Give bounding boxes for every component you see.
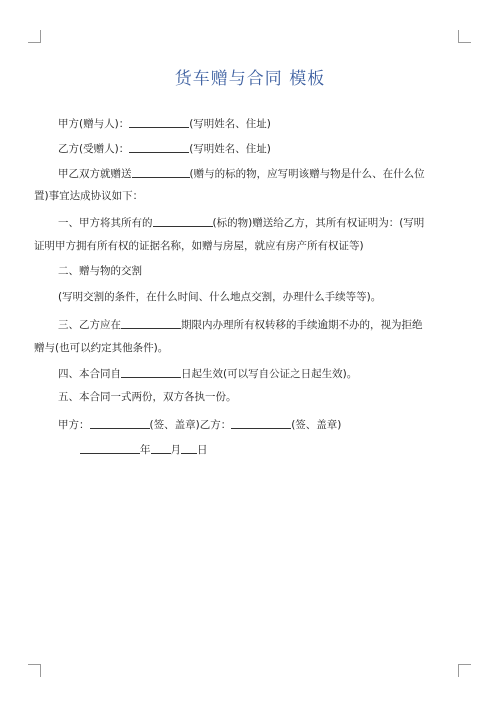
clause-5-line: 五、本合同一式两份，双方各执一份。: [58, 391, 237, 403]
signature-a-note-and-b-label: (签、盖章)乙方：: [149, 419, 232, 431]
clause-4-rest: 日起生效(可以写自公证之日起生效)。: [181, 368, 358, 380]
clause-4-line: [58, 366, 458, 381]
clause-3-blank: [121, 317, 181, 329]
clause-3-start: 三、乙方应在: [58, 319, 121, 331]
day-label: 日: [197, 444, 208, 456]
signature-a-label: 甲方：: [58, 419, 90, 431]
party-b-label: 乙方(受赠人)：: [58, 143, 130, 155]
preamble-continuation: 置)事宜达成协议如下：: [34, 190, 144, 202]
crop-mark-bottom-right: [458, 664, 471, 677]
clause-1-start: 一、甲方将其所有的: [58, 217, 153, 229]
party-a-label: 甲方(赠与人)：: [58, 118, 130, 130]
month-label: 月: [170, 444, 181, 456]
clause-2-detail: (写明交割的条件，在什么时间、什么地点交割，办理什么手续等等)。: [58, 291, 382, 303]
preamble-line: [58, 166, 458, 181]
clause-1-rest: (标的物)赠送给乙方，其所有权证明为：(写明: [212, 217, 425, 229]
party-a-blank: [129, 116, 189, 128]
clause-3-rest: 期限内办理所有权转移的手续逾期不办的，视为拒绝: [181, 319, 423, 331]
gift-object-blank: [132, 166, 190, 178]
preamble-note: (赠与的标的物，应写明该赠与物是什么、在什么位: [189, 168, 425, 180]
preamble-start: 甲乙双方就赠送: [58, 168, 132, 180]
party-a-note: (写明姓名、住址): [189, 118, 271, 130]
clause-2-heading: 二、赠与物的交割: [58, 265, 142, 277]
signature-b-note: (签、盖章): [291, 419, 342, 431]
party-b-blank: [129, 141, 189, 153]
party-b-note: (写明姓名、住址): [189, 143, 271, 155]
clause-1-continuation: 证明甲方拥有所有权的证据名称，如赠与房屋，就应有房产所有权证等): [34, 240, 364, 252]
clause-1-blank: [153, 215, 213, 227]
clause-3-continuation: 赠与(也可以约定其他条件)。: [34, 342, 169, 354]
year-label: 年: [140, 444, 151, 456]
signature-b-blank: [231, 417, 291, 429]
crop-mark-top-left: [28, 30, 41, 43]
crop-mark-top-right: [458, 30, 471, 43]
date-line: [80, 442, 480, 457]
signature-a-blank: [90, 417, 150, 429]
party-b-line: [58, 141, 458, 156]
day-blank: [181, 442, 197, 454]
clause-4-blank: [121, 366, 181, 378]
signature-line: [58, 417, 458, 432]
clause-1-line: [58, 215, 458, 230]
month-blank: [151, 442, 171, 454]
document-title: 货车赠与合同 模板: [174, 69, 326, 89]
party-a-line: [58, 116, 458, 131]
clause-3-line: [58, 317, 458, 332]
crop-mark-bottom-left: [28, 664, 41, 677]
clause-4-start: 四、本合同自: [58, 368, 121, 380]
date-blank-prefix: [80, 442, 140, 454]
